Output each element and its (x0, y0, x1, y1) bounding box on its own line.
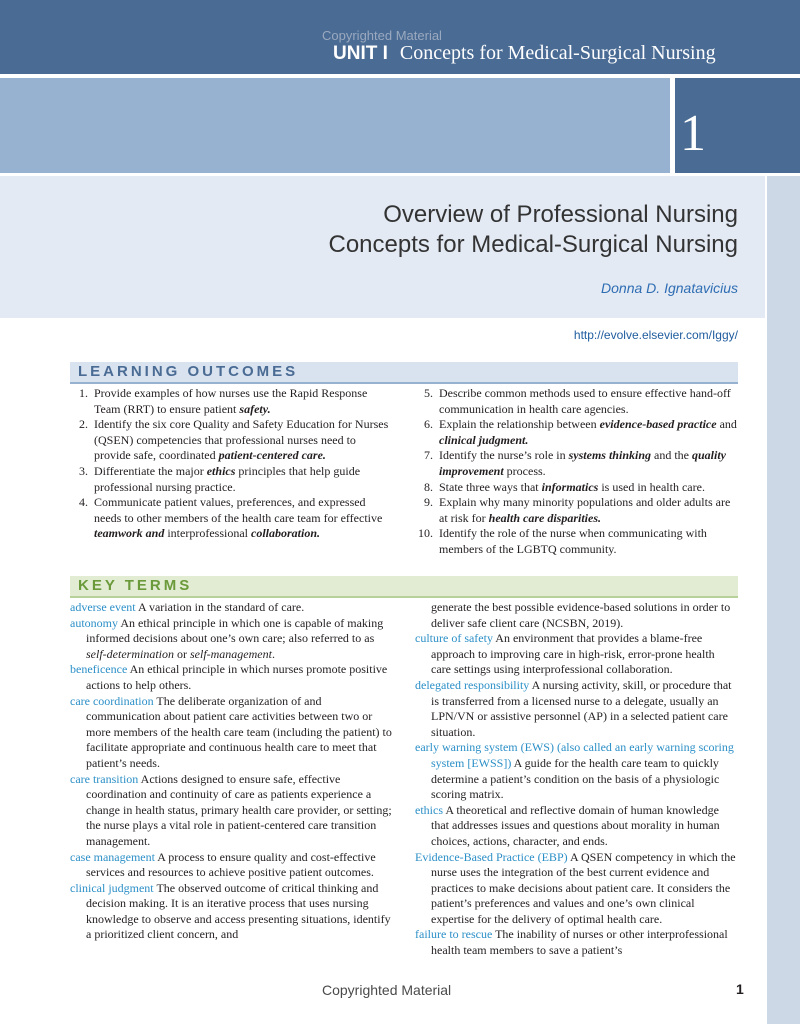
key-term-continuation: generate the best possible evidence-based solutions in order to deliver safe client care (NCSBN, 2019). (431, 600, 731, 630)
outcome-number: 1. (79, 386, 88, 400)
learning-outcome-item (415, 526, 740, 557)
key-term-definition: or (173, 646, 190, 661)
learning-outcome-item (70, 464, 395, 495)
outcome-text: State three ways that (439, 479, 542, 494)
chapter-title-line2: Concepts for Medical-Surgical Nursing (328, 231, 738, 258)
learning-outcome-item (415, 448, 740, 479)
outcome-number: 9. (424, 495, 433, 510)
key-term-definition: An environment that provides a blame-free approach to improving care in high-risk, error-prone health care settings using interprofessional collaboration. (431, 631, 715, 677)
key-term-entry (415, 850, 737, 928)
key-term-definition: An ethical principle in which nurses promote positive actions to help others. (86, 662, 388, 692)
key-term-definition: The inability of nurses or other interprofessional health team members to save a patient’s (431, 927, 728, 958)
key-terms-left (70, 600, 392, 943)
chapter-number: 1 (680, 105, 706, 162)
key-term: adverse event (70, 600, 136, 614)
key-term-entry (415, 803, 737, 850)
key-term-definition: . (271, 646, 275, 661)
outcome-emphasis: ethics (206, 463, 236, 478)
outcome-text: Provide examples of how nurses use the Rapid Response Team (RRT) to ensure patient (94, 386, 368, 416)
key-term-definition: A QSEN competency in which the nurse uses the integration of the best current evidence and practices to make decisions about patient care. It considers the patient’s preferences and values and one’s own clinical expertise for the delivery of optimal health care. (431, 849, 736, 926)
outcome-number: 5. (424, 386, 433, 400)
outcome-text: Communicate patient values, preferences, and expressed needs to other members of the health care team for effective (94, 495, 383, 525)
outcome-text: Describe common methods used to ensure effective hand-off communication in health care agencies. (439, 386, 731, 416)
learning-outcome-item (70, 417, 395, 464)
key-term-entry (415, 631, 737, 678)
learning-outcomes-left (70, 386, 395, 542)
outcome-number: 4. (79, 495, 88, 510)
learning-outcome-item (415, 386, 740, 417)
key-term-entry (70, 616, 392, 663)
key-term-entry (415, 678, 737, 740)
outcome-text: Explain the relationship between (439, 417, 600, 432)
learning-outcome-item (415, 480, 740, 496)
key-term: failure to rescue (415, 927, 493, 942)
decorative-band (0, 78, 670, 173)
learning-outcome-item (70, 386, 395, 417)
key-term-definition: The observed outcome of critical thinking and decision making. It is an iterative process that uses nursing knowledge to observe and access presenting situations, identify a prioritized client concern, and (86, 880, 391, 942)
key-term-definition: A guide for the health care team to quickly determine a patient’s condition on the basis of a physiologic scoring matrix. (431, 755, 720, 802)
key-term-definition: Actions designed to ensure safe, effective coordination and continuity of care as patients experience a change in health status, primary health care provider, or setting; the nurse plays a vital role in patient-centered care transition management. (86, 771, 392, 848)
outcome-text: interprofessional (164, 526, 251, 541)
outcome-emphasis: quality improvement (439, 448, 727, 478)
definition-emphasis: self-determination (86, 646, 174, 661)
key-term-entry (70, 772, 392, 850)
key-terms-header (70, 576, 738, 598)
key-term: care transition (70, 771, 139, 786)
outcome-text: principles that help guide professional nursing practice. (94, 463, 361, 494)
outcome-emphasis: teamwork and (94, 526, 165, 541)
evolve-link[interactable]: http://evolve.elsevier.com/Iggy/ (573, 328, 738, 342)
key-term-entry (70, 694, 392, 772)
outcome-emphasis: systems thinking (568, 448, 651, 463)
outcome-emphasis: health care disparities. (488, 510, 601, 525)
key-term-definition: A process to ensure quality and cost-effective services and resources to achieve positive patient outcomes. (86, 849, 376, 880)
outcome-number: 3. (79, 463, 88, 478)
key-term: early warning system (EWS) (also called an early warning scoring system [EWSS]) (415, 740, 734, 770)
key-term: culture of safety (415, 631, 493, 646)
outcome-text: and the (651, 448, 692, 463)
outcome-text: Identify the six core Quality and Safety Education for Nurses (QSEN) competencies that professional nurses need to provide safe, coordinated (94, 417, 389, 463)
key-term-definition: A variation in the standard of care. (135, 600, 305, 614)
outcome-number: 10. (418, 526, 433, 541)
outcome-text: Identify the nurse’s role in (439, 448, 569, 463)
chapter-title-line1: Overview of Professional Nursing (383, 201, 738, 228)
key-term-entry (415, 740, 737, 802)
key-terms-right (415, 600, 737, 959)
outcome-text: is used in health care. (598, 479, 705, 494)
definition-emphasis: self-management (189, 646, 272, 661)
key-term: autonomy (70, 615, 118, 630)
learning-outcomes-right (415, 386, 740, 558)
learning-outcomes-header (70, 362, 738, 384)
key-term-entry (70, 600, 392, 616)
key-term-entry (70, 662, 392, 693)
unit-title: Concepts for Medical-Surgical Nursing (399, 42, 716, 64)
key-terms-heading: KEY TERMS (78, 577, 193, 594)
outcome-emphasis: collaboration. (251, 526, 321, 541)
outcome-emphasis: safety. (239, 401, 271, 416)
key-term: ethics (415, 802, 443, 817)
key-term: clinical judgment (70, 880, 154, 895)
key-term-definition: An ethical principle in which one is capable of making informed decisions about one’s own care; also referred to as (86, 615, 384, 646)
outcome-number: 6. (424, 417, 433, 432)
outcome-number: 2. (79, 417, 88, 432)
outcome-number: 8. (424, 479, 433, 494)
learning-outcome-item (70, 495, 395, 542)
learning-outcome-item (415, 417, 740, 448)
key-term: Evidence-Based Practice (EBP) (415, 849, 568, 864)
outcome-emphasis: informatics (541, 479, 599, 494)
outcome-number: 7. (424, 448, 433, 463)
unit-label: UNIT I (333, 43, 388, 64)
key-term: care coordination (70, 693, 154, 708)
outcome-text: Identify the role of the nurse when communicating with members of the LGBTQ community. (439, 526, 707, 556)
outcome-emphasis: patient-centered care. (218, 448, 326, 463)
unit-heading (333, 42, 716, 65)
outcome-text: Explain why many minority populations and older adults are at risk for (439, 495, 731, 525)
page-number: 1 (736, 981, 744, 997)
key-term-entry (70, 881, 392, 943)
learning-outcome-item (415, 495, 740, 526)
key-term: beneficence (70, 662, 128, 677)
key-term-entry (415, 927, 737, 958)
outcome-emphasis: clinical judgment. (439, 432, 529, 447)
key-term-entry (70, 850, 392, 881)
key-term-definition: A theoretical and reflective domain of human knowledge that addresses issues and questions about morality in human choices, actions, character, and ends. (431, 802, 720, 848)
chapter-author: Donna D. Ignatavicius (601, 280, 738, 296)
page-edge-strip (767, 176, 800, 1024)
key-term-definition: The deliberate organization of and communication about patient care activities between two or more members of the health care team (including the patient) to facilitate appropriate and continuous health care to meet that patient’s needs. (86, 693, 392, 770)
chapter-title (329, 200, 739, 260)
outcome-text: and (716, 417, 737, 432)
outcome-emphasis: evidence-based practice (599, 417, 717, 432)
outcome-text: Differentiate the major (94, 463, 207, 478)
key-term-definition: A nursing activity, skill, or procedure that is transferred from a licensed nurse to a delegate, usually an LPN/VN or assistive personnel (AP) in a selected patient care situation. (431, 677, 732, 739)
outcome-text: process. (503, 463, 546, 478)
copyright-watermark-top: Copyrighted Material (322, 28, 442, 43)
key-term: delegated responsibility (415, 677, 530, 692)
key-term: case management (70, 849, 155, 864)
learning-outcomes-heading: LEARNING OUTCOMES (78, 363, 299, 380)
copyright-watermark-bottom: Copyrighted Material (322, 982, 452, 998)
